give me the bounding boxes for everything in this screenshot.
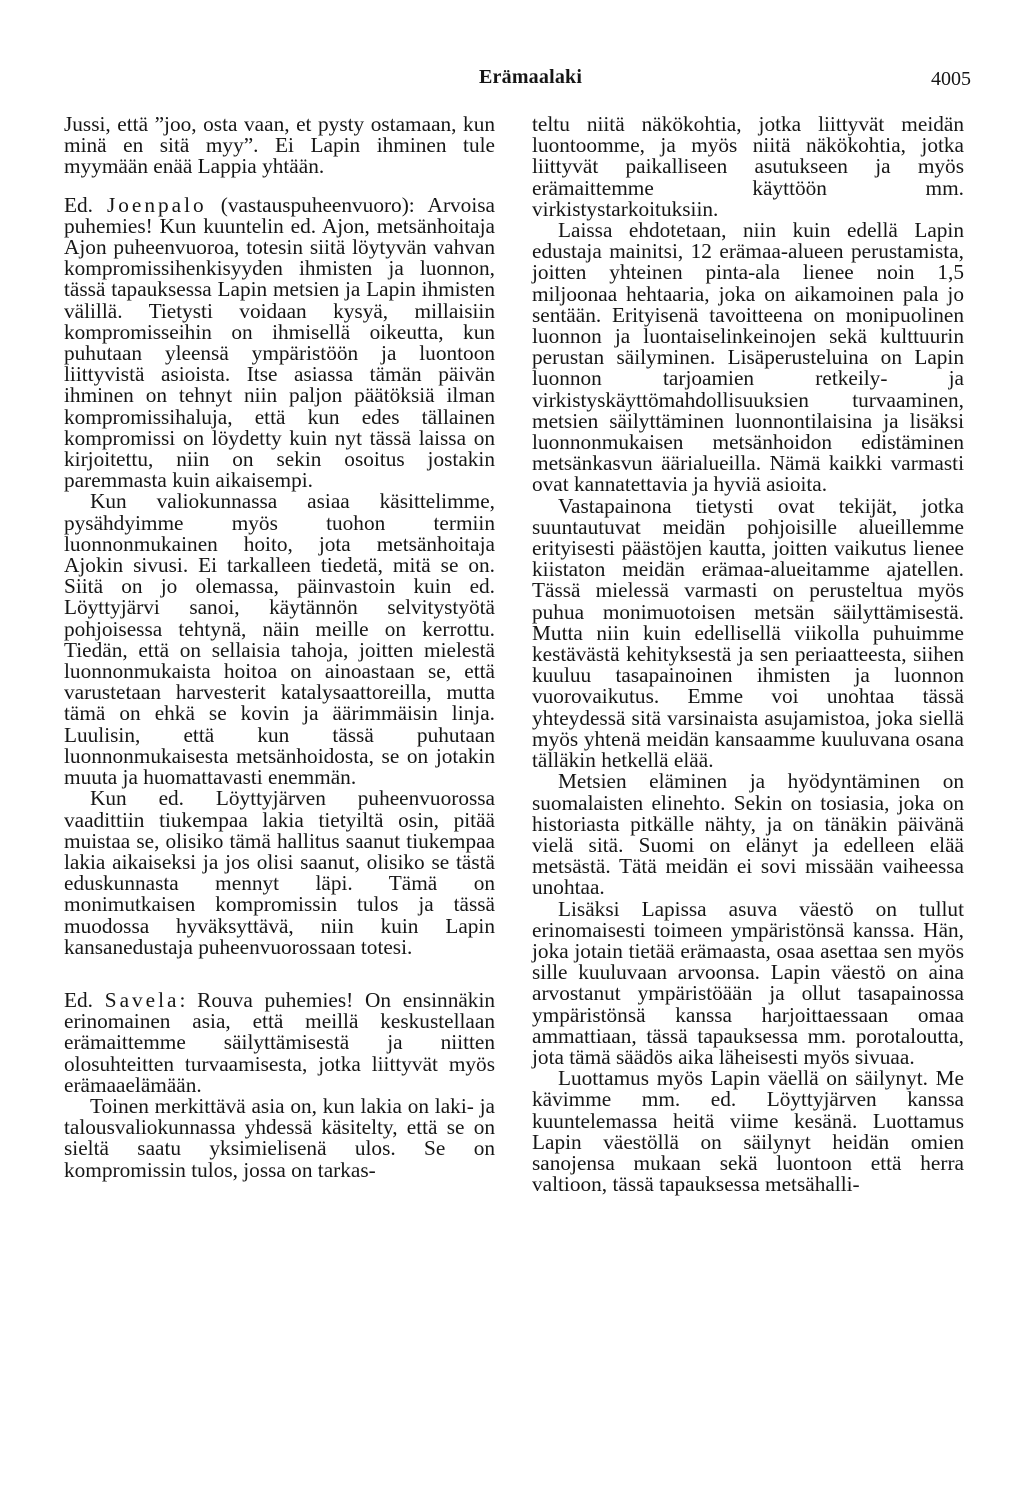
right-paragraph-2: Laissa ehdotetaan, niin kuin edellä Lapin edustaja mainitsi, 12 erämaa-alueen perustamista, joitten yhteinen pinta-ala lienee noin 1,5 miljoonaa hehtaaria, joka on aikamoinen pala jo sentään. Erityisenä tavoitteena on monipuolinen luonnon ja luontaiselinkeinojen sekä kulttuurin perustan säilyminen. Lisäperusteluina on Lapin luonnon tarjoamien retkeily- ja virkistyskäyttömahdollisuuksien turvaaminen, metsien säilyttäminen luonnontilaisina ja lisäksi luonnonmukaisen metsänhoidon edistäminen metsänkasvun äärialueilla. Nämä kaikki varmasti ovat kannatettavia ja hyviä asioita. [532,218,964,497]
left-paragraph-1: Jussi, että ”joo, osta vaan, et pysty ostamaan, kun minä en sitä myy”. Ei Lapin ihminen tule myymään enää Lappia yhtään. [64,112,495,179]
running-title: Erämaalaki [479,66,583,88]
page-number: 4005 [931,68,971,90]
right-paragraph-3: Vastapainona tietysti ovat tekijät, jotka suuntautuvat meidän pohjoisille alueillemme erityisesti päästöjen kautta, joitten vaikutus lienee kiistaton meidän erämaa-alueitamme ajatellen. Tässä mielessä varmasti on perusteltua myös puhua monimuotoisen metsän säilyttämisestä. Mutta niin kuin edellisellä viikolla puhuimme kestävästä kehityksestä ja sen periaatteesta, siihen kuuluu tasapainoinen ihmisten ja luonnon vuorovaikutus. Emme voi unohtaa tässä yhteydessä sitä varsinaista asujamistoa, joka siellä myös yhtenä meidän kansaamme kuuluvana osana tälläkin hetkellä elää. [532,493,964,773]
speech-prefix: Ed. [64,987,105,1012]
speech-prefix: Ed. [64,192,107,217]
speaker-name: Joenpalo [107,192,207,217]
right-paragraph-4: Metsien eläminen ja hyödyntäminen on suomalaisten elinehto. Sekin on tosiasia, joka on historiasta pitkälle nähty, ja on tänäkin päivänä vielä sitä. Suomi on elänyt ja edelleen elää metsästä. Tätä meidän ei sovi missään vaiheessa unohtaa. [532,769,964,900]
speech-joenpalo [64,192,495,493]
speech-savela [64,987,496,1097]
right-paragraph-1: teltu niitä näkökohtia, jotka liittyvät meidän luontoomme, ja myös niitä näkökohtia, jotka liittyvät paikalliseen asutukseen ja myös erämaittemme käyttöön mm. virkistystarkoituksiin. [532,112,964,221]
right-paragraph-5: Lisäksi Lapissa asuva väestö on tullut erinomaisesti toimeen ympäristönsä kanssa. Hän, joka jotain tietää erämaasta, osaa asettaa sen myös sille kuuluvaan arvoonsa. Lapin väestö on aina arvostanut ympäristöään ja ollut tasapainossa ympäristönsä kanssa harjoittaessaan omaa ammattiaan, tässä tapauksessa mm. porotaloutta, jota tämä säädös aika läheisesti myös sivuaa. [532,896,964,1069]
left-paragraph-6: Toinen merkittävä asia on, kun lakia on laki- ja talousvaliokunnassa yhdessä käsitelty, että se on sieltä saatu yksimielisenä ulos. Se on kompromissin tulos, jossa on tarkas- [64,1093,495,1182]
speech-text: (vastauspuheenvuoro): Arvoisa puhemies! Kun kuuntelin ed. Ajon, metsänhoitaja Ajon puheenvuoroa, totesin siitä löytyvän vahvan kompromissihenkisyyden ihmisten ja luonnon, tässä tapauksessa Lapin metsien ja Lapin ihmisten välillä. Tietysti voidaan kysyä, millaisiin kompromisseihin on ihmisellä oikeutta, kun puhutaan yleensä ympäristöön ja luontoon liittyvistä asioista. Itse asiassa tämän päivän ihminen on tehnyt niin paljon päätöksiä ilman kompromissihaluja, että kun edes tällainen kompromissi on löydetty kuin nyt tässä laissa on kirjoitettu, niin on sekin osoitus jostakin paremmasta kuin aikaisempi. [64,192,495,493]
right-column [532,114,964,1195]
right-paragraph-6: Luottamus myös Lapin väellä on säilynyt. Me kävimme mm. ed. Löyttyjärven kanssa kuuntelemassa heitä viime kesänä. Luottamus Lapin väestöllä on säilynyt heidän omien sanojensa mukaan sekä luontoon että herra valtioon, tässä tapauksessa metsähalli- [532,1066,964,1197]
left-paragraph-4: Kun ed. Löyttyjärven puheenvuorossa vaadittiin tiukempaa lakia tietyiltä osin, pitää muistaa se, olisiko tämä hallitus saanut tiukempaa lakia aikaiseksi ja jos olisi saanut, olisiko se tästä eduskunnasta mennyt läpi. Tämä on monimutkaisen kompromissin tulos ja tässä muodossa hyväksyttävä, niin kuin Lapin kansanedustaja puheenvuorossaan totesi. [64,786,495,959]
left-paragraph-3: Kun valiokunnassa asiaa käsittelimme, pysähdyimme myös tuohon termiin luonnonmukainen hoito, jota metsänhoitaja Ajokin sivusi. Ei tarkalleen tiedetä, mitä se on. Siitä on jo olemassa, päinvastoin kuin ed. Löyttyjärvi sanoi, käytännön selvitystyötä pohjoisessa tehtynä, näin meille on kerrottu. Tiedän, että on sellaisia tahoja, joitten mielestä luonnonmukaista hoitoa on ainoastaan se, että varustetaan harvesterit katalysaattoreilla, mutta tämä on ehkä se kovin ja äärimmäisin linja. Luulisin, että kun tässä puhutaan luonnonmukaisesta metsänhoidosta, se on jotakin muuta ja huomattavasti enemmän. [64,489,495,790]
speech-text: : Rouva puhemies! On ensinnäkin erinomainen asia, että meillä keskustellaan erämaittemme säilyttämisestä ja niitten olosuhteitten turvaamisesta, jotka liittyvät myös erämaaelämään. [64,987,496,1097]
left-column [64,114,495,1181]
speaker-name: Savela [104,987,180,1012]
